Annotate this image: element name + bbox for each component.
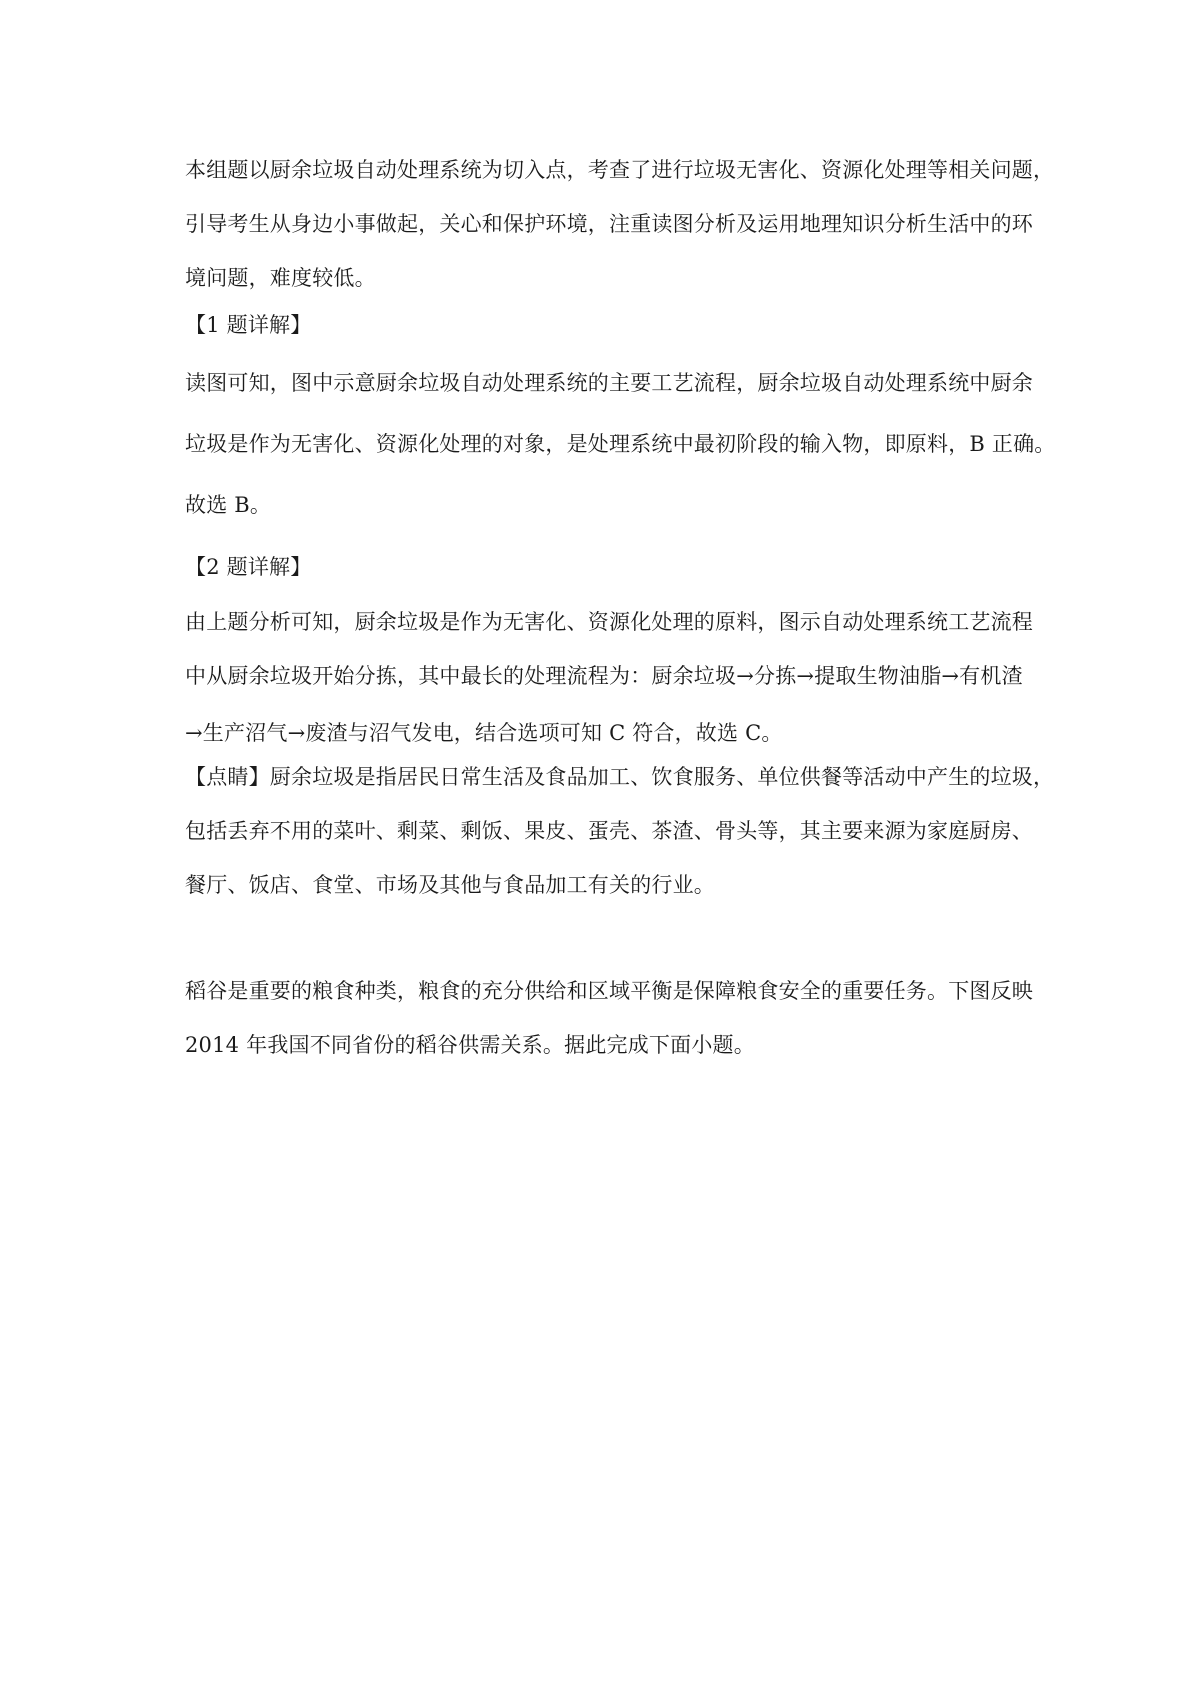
text-line: 2014 年我国不同省份的稻谷供需关系。据此完成下面小题。 xyxy=(185,1033,755,1057)
q2-paragraph xyxy=(185,610,1033,745)
intro-paragraph xyxy=(185,158,1055,290)
text-line: 中从厨余垃圾开始分拣，其中最长的处理流程为：厨余垃圾→分拣→提取生物油脂→有机渣 xyxy=(185,664,1023,688)
text-line: 引导考生从身边小事做起，关心和保护环境，注重读图分析及运用地理知识分析生活中的环 xyxy=(185,212,1033,236)
section-heading: 【2 题详解】 xyxy=(185,555,312,579)
text-line: 稻谷是重要的粮食种类，粮食的充分供给和区域平衡是保障粮食安全的重要任务。下图反映 xyxy=(185,979,1033,1003)
text-line: →生产沼气→废渣与沼气发电，结合选项可知 C 符合，故选 C。 xyxy=(185,721,783,745)
section-heading: 【1 题详解】 xyxy=(185,313,312,337)
q1-paragraph xyxy=(185,371,1056,517)
tip-paragraph xyxy=(185,765,1055,897)
text-line: 包括丢弃不用的菜叶、剩菜、剩饭、果皮、蛋壳、茶渣、骨头等，其主要来源为家庭厨房、 xyxy=(185,819,1033,843)
text-line: 餐厅、饭店、食堂、市场及其他与食品加工有关的行业。 xyxy=(185,873,715,897)
q1-heading xyxy=(185,315,1025,336)
text-line: 境问题，难度较低。 xyxy=(185,266,376,290)
text-line: 读图可知，图中示意厨余垃圾自动处理系统的主要工艺流程，厨余垃圾自动处理系统中厨余 xyxy=(185,371,1033,395)
text-line: 【点睛】厨余垃圾是指居民日常生活及食品加工、饮食服务、单位供餐等活动中产生的垃圾， xyxy=(185,765,1055,789)
q2-heading xyxy=(185,557,1025,578)
next-question-stem xyxy=(185,979,1033,1057)
text-line: 故选 B。 xyxy=(185,493,272,517)
text-line: 本组题以厨余垃圾自动处理系统为切入点，考查了进行垃圾无害化、资源化处理等相关问题， xyxy=(185,158,1055,182)
text-line: 由上题分析可知，厨余垃圾是作为无害化、资源化处理的原料，图示自动处理系统工艺流程 xyxy=(185,610,1033,634)
text-line: 垃圾是作为无害化、资源化处理的对象，是处理系统中最初阶段的输入物，即原料，B 正确。 xyxy=(185,432,1056,456)
